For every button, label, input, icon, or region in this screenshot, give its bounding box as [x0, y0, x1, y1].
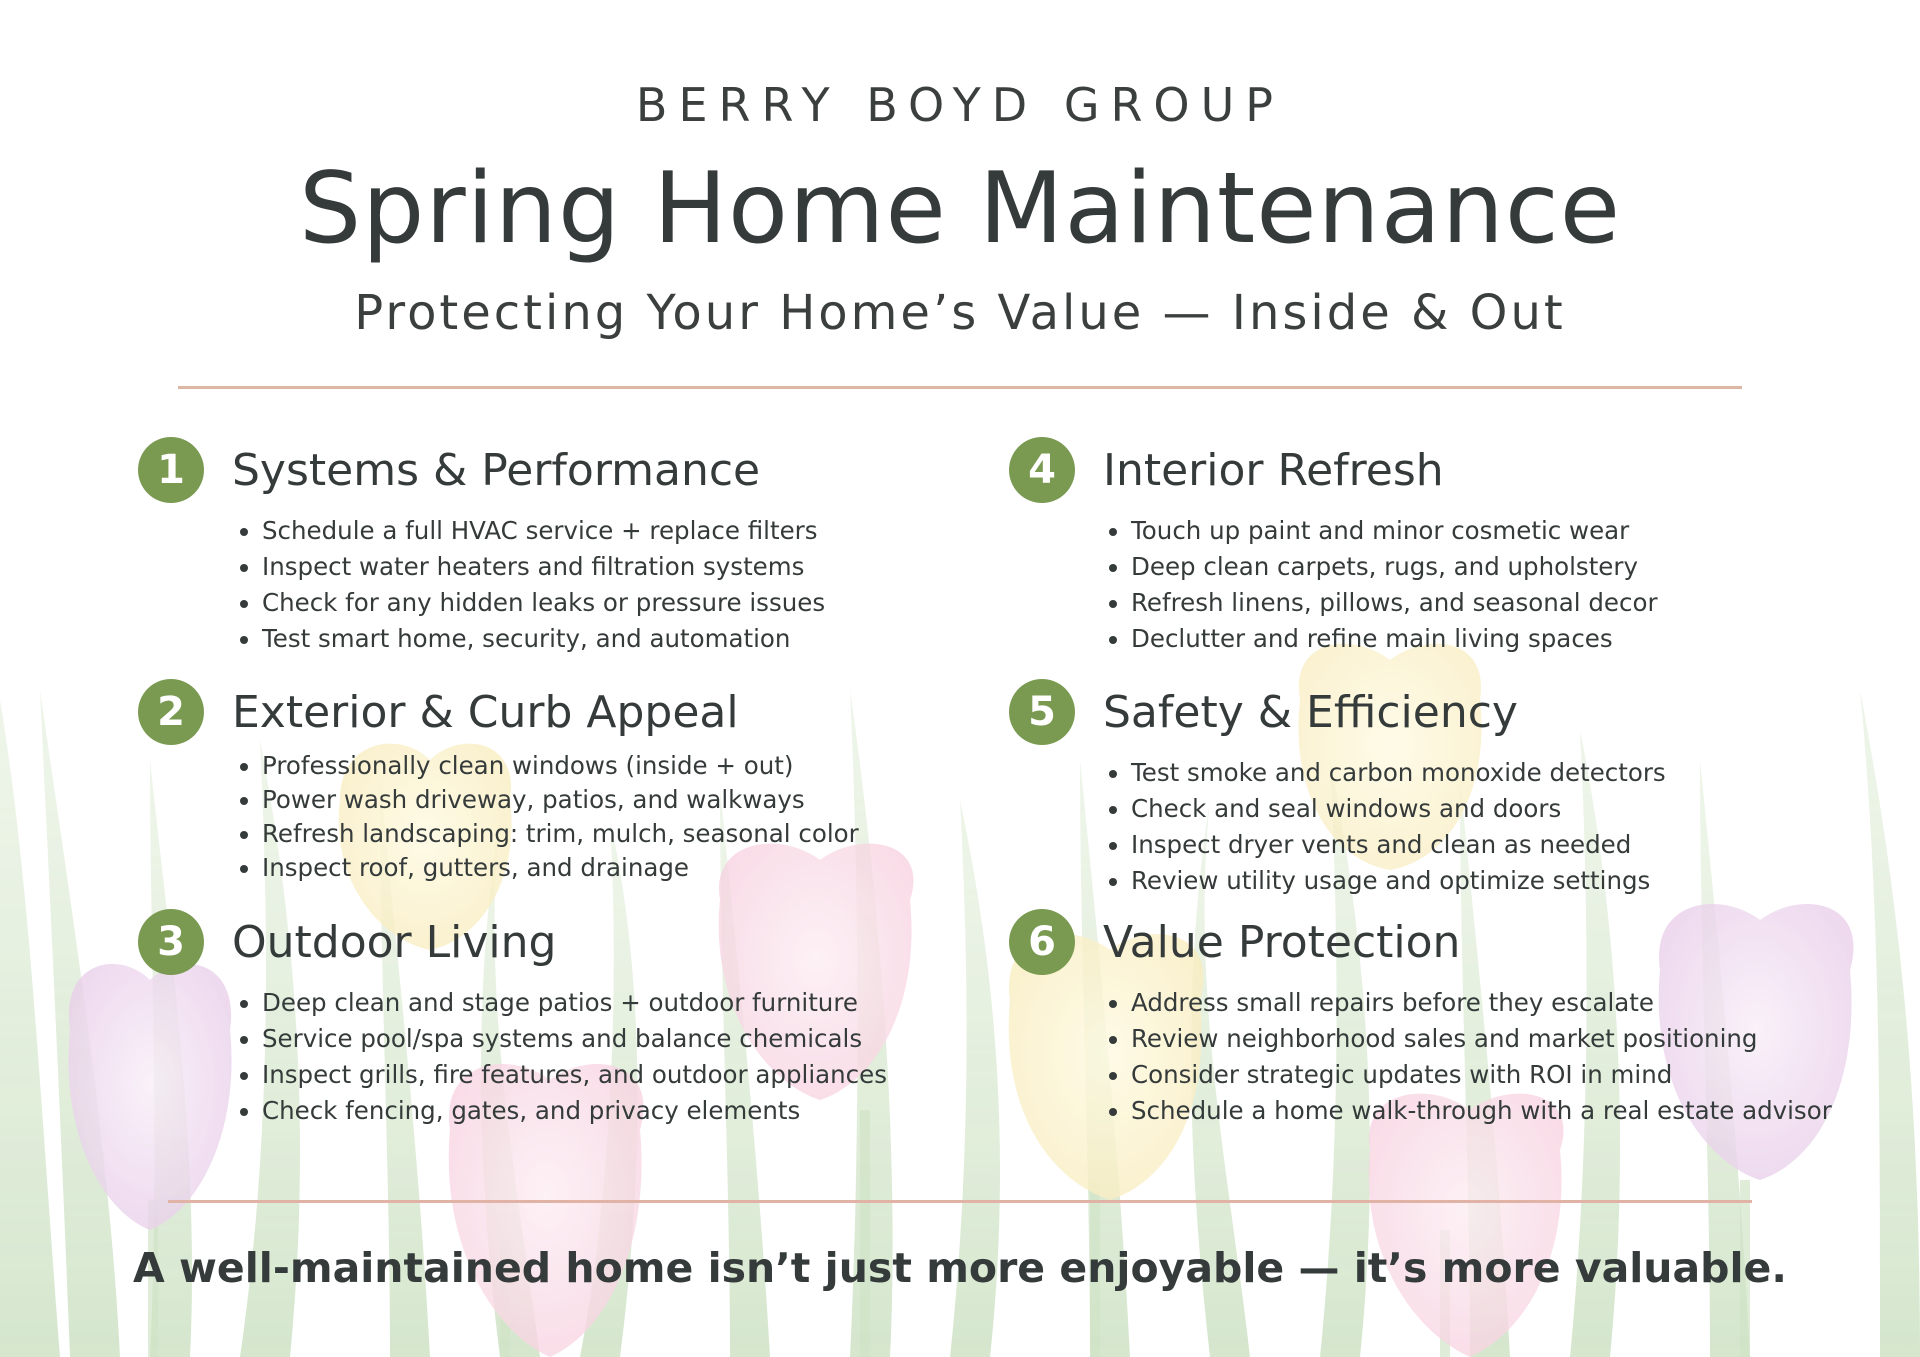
divider-top [178, 386, 1742, 389]
section-title: Interior Refresh [1103, 444, 1444, 496]
section-number-badge: 4 [1009, 437, 1075, 503]
page-title: Spring Home Maintenance [298, 152, 1622, 266]
page-subtitle: Protecting Your Home’s Value — Inside & Out [354, 285, 1566, 341]
section-number-badge: 3 [138, 909, 204, 975]
checklist-item: • Review utility usage and optimize settings [1131, 863, 1889, 899]
checklist [138, 749, 958, 885]
section-number-badge: 6 [1009, 909, 1075, 975]
checklist-item: • Declutter and refine main living spaces [1131, 621, 1889, 657]
section-header [1009, 435, 1889, 505]
checklist-item: • Review neighborhood sales and market positioning [1131, 1021, 1889, 1057]
section-title: Outdoor Living [232, 916, 557, 968]
divider-bottom [168, 1200, 1752, 1203]
checklist-item: • Service pool/spa systems and balance chemicals [262, 1021, 958, 1057]
checklist-item: • Check and seal windows and doors [1131, 791, 1889, 827]
checklist-item: • Schedule a full HVAC service + replace filters [262, 513, 958, 549]
checklist-item: • Check fencing, gates, and privacy elements [262, 1093, 958, 1129]
checklist-item: • Deep clean carpets, rugs, and upholstery [1131, 549, 1889, 585]
checklist-item: • Inspect roof, gutters, and drainage [262, 851, 958, 885]
section-header [1009, 677, 1889, 747]
checklist [1009, 985, 1889, 1129]
section-number-badge: 1 [138, 437, 204, 503]
checklist-item: • Test smoke and carbon monoxide detectors [1131, 755, 1889, 791]
checklist-item: • Deep clean and stage patios + outdoor furniture [262, 985, 958, 1021]
checklist-item: • Touch up paint and minor cosmetic wear [1131, 513, 1889, 549]
checklist-item: • Test smart home, security, and automation [262, 621, 958, 657]
checklist-item: • Check for any hidden leaks or pressure issues [262, 585, 958, 621]
section-systems-performance [138, 435, 958, 657]
section-interior-refresh [1009, 435, 1889, 657]
section-value-protection [1009, 907, 1889, 1129]
checklist-item: • Address small repairs before they escalate [1131, 985, 1889, 1021]
brand-name: BERRY BOYD GROUP [635, 78, 1285, 132]
section-number-badge: 2 [138, 679, 204, 745]
checklist [1009, 513, 1889, 657]
section-header [138, 907, 958, 977]
checklist-item: • Refresh landscaping: trim, mulch, seasonal color [262, 817, 958, 851]
checklist-item: • Inspect water heaters and filtration systems [262, 549, 958, 585]
checklist-item: • Power wash driveway, patios, and walkways [262, 783, 958, 817]
checklist [1009, 755, 1889, 899]
checklist [138, 985, 958, 1129]
checklist [138, 513, 958, 657]
section-title: Value Protection [1103, 916, 1461, 968]
checklist-item: • Refresh linens, pillows, and seasonal decor [1131, 585, 1889, 621]
section-title: Systems & Performance [232, 444, 761, 496]
checklist-item: • Schedule a home walk-through with a real estate advisor [1131, 1093, 1889, 1129]
section-safety-efficiency [1009, 677, 1889, 899]
checklist-item: • Professionally clean windows (inside + out) [262, 749, 958, 783]
checklist-item: • Consider strategic updates with ROI in mind [1131, 1057, 1889, 1093]
closing-tagline: A well-maintained home isn’t just more enjoyable — it’s more valuable. [133, 1244, 1787, 1292]
section-exterior-curb-appeal [138, 677, 958, 885]
section-header [1009, 907, 1889, 977]
section-number-badge: 5 [1009, 679, 1075, 745]
section-title: Exterior & Curb Appeal [232, 686, 739, 738]
section-outdoor-living [138, 907, 958, 1129]
section-header [138, 435, 958, 505]
checklist-item: • Inspect grills, fire features, and outdoor appliances [262, 1057, 958, 1093]
section-header [138, 677, 958, 747]
section-title: Safety & Efficiency [1103, 686, 1518, 738]
checklist-item: • Inspect dryer vents and clean as needed [1131, 827, 1889, 863]
